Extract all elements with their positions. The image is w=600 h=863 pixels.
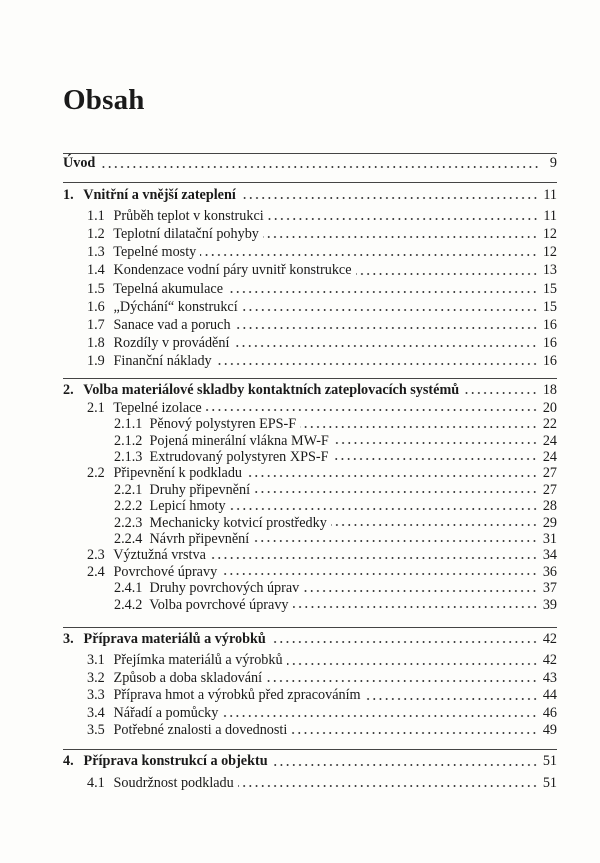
entry-number: 1.5 [87,280,105,297]
entry-page: 15 [542,298,557,315]
entry-label [87,316,235,334]
entry-label [114,449,332,465]
entry-number: 3.1 [87,652,105,669]
entry-title: Rozdíly v provádění [113,335,230,352]
dot-leader [270,641,538,643]
entry-number: 3.2 [87,669,105,686]
entry-number: 2.2.1 [114,481,143,498]
toc-entry[interactable] [63,261,557,279]
entry-title: Druhy připevnění [149,481,251,498]
dot-leader [227,291,538,293]
entry-title: Teplotní dilatační pohyby [113,225,259,242]
toc-section-chapter-4 [63,749,557,792]
toc-entry[interactable] [63,243,557,261]
toc-entry[interactable] [63,670,557,687]
entry-title: Volba povrchové úpravy [149,596,289,613]
dot-leader [240,197,539,199]
dot-leader [268,218,539,220]
entry-page: 24 [542,449,557,466]
toc-entry-intro[interactable] [63,155,557,173]
toc-entry[interactable] [63,482,557,498]
toc-entry[interactable] [63,597,557,613]
toc-entry[interactable] [63,652,557,669]
entry-label: Úvod [63,155,96,171]
entry-label [114,482,254,498]
entry-label [87,687,365,704]
dot-leader [300,426,538,428]
toc-entry[interactable] [63,400,557,416]
entry-page: 31 [542,530,557,547]
entry-number: 2.1.3 [114,449,143,466]
toc-entry[interactable] [63,580,557,596]
table-of-contents [63,153,557,792]
entry-number: 1.4 [87,262,105,279]
toc-entry[interactable] [63,298,557,316]
dot-leader [235,327,538,329]
toc-entry[interactable] [63,498,557,514]
entry-title: Vnitřní a vnější zateplení [83,186,236,203]
entry-page: 16 [542,353,557,370]
entry-label [87,225,263,243]
entry-number: 3.4 [87,704,105,721]
entry-title: Způsob a doba skladování [113,669,263,686]
entry-label [87,207,268,225]
entry-number: 2.1.1 [114,416,143,433]
entry-page: 12 [542,244,557,261]
dot-leader [200,254,538,256]
entry-title: Mechanicky kotvicí prostředky [149,514,327,531]
entry-page: 42 [542,630,557,647]
entry-title: Pěnový polystyren EPS-F [149,416,297,433]
entry-number: 2.3 [87,547,105,564]
entry-title: „Dýchání“ konstrukcí [113,298,238,315]
toc-entry-chapter[interactable] [63,382,557,398]
entry-label [114,416,300,432]
entry-page: 43 [542,669,557,686]
entry-label [114,531,253,547]
dot-leader [222,715,537,717]
entry-title: Průběh teplot v konstrukci [113,207,264,224]
dot-leader [272,764,538,766]
entry-page: 44 [542,687,557,704]
entry-label [87,261,356,279]
entry-number: 1.1 [87,207,105,224]
toc-entry[interactable] [63,433,557,449]
entry-title: Nářadí a pomůcky [113,704,219,721]
entry-label [114,498,230,514]
entry-number: 2.4 [87,563,105,580]
entry-label [114,433,333,449]
entry-page: 49 [542,721,557,738]
entry-page: 16 [542,316,557,333]
dot-leader [246,475,538,477]
dot-leader [287,663,538,665]
dot-leader [291,732,538,734]
entry-number: 3.3 [87,687,105,704]
dot-leader [221,573,538,575]
entry-page: 36 [542,563,557,580]
dot-leader [254,491,538,493]
dot-leader [293,606,538,608]
entry-label [114,597,293,613]
toc-entry-chapter[interactable] [63,631,557,648]
toc-entry-chapter[interactable] [63,753,557,770]
entry-title: Výztužná vrstva [113,547,206,564]
entry-page: 13 [542,262,557,279]
entry-number: 1.6 [87,298,105,315]
entry-number: 1.3 [87,244,105,261]
toc-entry[interactable] [63,465,557,481]
entry-number: 1.9 [87,353,105,370]
entry-page: 51 [542,774,557,791]
entry-number: 1.8 [87,335,105,352]
entry-label [87,334,233,352]
entry-label [87,280,227,298]
entry-number: 2.2.3 [114,514,143,531]
entry-title: Připevnění k podkladu [113,465,243,482]
entry-title: Sanace vad a poruch [113,316,231,333]
toc-section-chapter-3 [63,627,557,739]
entry-title: Soudržnost podkladu [113,774,234,791]
entry-number: 4. [63,753,74,770]
entry-label [87,352,216,370]
dot-leader [210,557,538,559]
entry-label [87,465,246,481]
dot-leader [333,442,538,444]
entry-label [114,580,303,596]
entry-label [87,298,242,316]
entry-label [63,753,272,770]
entry-page: 51 [542,753,557,770]
entry-label [87,400,206,416]
entry-title: Potřebné znalosti a dovednosti [113,721,288,738]
entry-title: Návrh připevnění [149,530,250,547]
toc-entry[interactable] [63,225,557,243]
entry-label [63,382,463,398]
entry-page: 22 [542,416,557,433]
entry-label [87,722,291,739]
entry-label [87,705,222,722]
toc-entry[interactable] [63,416,557,432]
entry-title: Přejímka materiálů a výrobků [113,652,283,669]
entry-label [87,564,221,580]
dot-leader [238,785,538,787]
dot-leader [216,363,538,365]
entry-page: 27 [542,465,557,482]
toc-section-chapter-2 [63,378,557,612]
entry-title: Příprava materiálů a výrobků [83,630,266,647]
dot-leader [331,524,538,526]
entry-label [87,670,266,687]
entry-title: Příprava konstrukcí a objektu [83,753,268,770]
entry-title: Lepicí hmoty [149,498,226,515]
toc-entry[interactable] [63,280,557,298]
toc-entry[interactable] [63,775,557,792]
toc-section-chapter-1 [63,182,557,371]
dot-leader [365,698,538,700]
toc-entry[interactable] [63,334,557,352]
entry-title: Povrchové úpravy [113,563,218,580]
toc-entry[interactable] [63,531,557,547]
dot-leader [242,309,538,311]
dot-leader [303,590,538,592]
dot-leader [332,458,537,460]
entry-title: Tepelná akumulace [113,280,223,297]
entry-label [87,652,287,669]
entry-page: 11 [543,186,557,203]
dot-leader [206,409,538,411]
dot-leader [356,273,538,275]
entry-page: 39 [542,596,557,613]
entry-page: 27 [542,481,557,498]
dot-leader [463,392,538,394]
toc-entry[interactable] [63,705,557,722]
entry-number: 2.2.4 [114,530,143,547]
entry-title: Volba materiálové skladby kontaktních zateplovacích systémů [83,382,460,399]
toc-entry[interactable] [63,352,557,370]
dot-leader [233,345,537,347]
entry-title: Extrudovaný polystyren XPS-F [149,449,329,466]
entry-title: Příprava hmot a výrobků před zpracováním [113,687,361,704]
toc-entry-chapter[interactable] [63,186,557,204]
entry-number: 3. [63,630,74,647]
dot-leader [253,540,538,542]
toc-entry[interactable] [63,564,557,580]
entry-number: 3.5 [87,721,105,738]
dot-leader [266,680,538,682]
entry-page: 28 [542,498,557,515]
entry-label [63,631,270,648]
entry-page: 9 [549,155,557,171]
entry-title: Druhy povrchových úprav [149,580,300,597]
entry-page: 42 [542,652,557,669]
entry-number: 1. [63,186,74,203]
entry-number: 2.4.2 [114,596,143,613]
entry-page: 46 [542,704,557,721]
entry-page: 37 [542,580,557,597]
entry-number: 2.1 [87,399,105,416]
entry-page: 18 [542,382,557,399]
entry-page: 15 [542,280,557,297]
page-title: Obsah [63,84,145,116]
dot-leader [99,166,540,168]
entry-number: 1.2 [87,225,105,242]
entry-page: 24 [542,432,557,449]
entry-number: 2.1.2 [114,432,143,449]
entry-page: 29 [542,514,557,531]
entry-page: 12 [542,225,557,242]
entry-number: 2.4.1 [114,580,143,597]
entry-title: Pojená minerální vlákna MW-F [149,432,329,449]
entry-page: 16 [542,335,557,352]
dot-leader [263,236,538,238]
entry-title: Tepelné izolace [113,399,202,416]
entry-page: 11 [543,207,557,224]
entry-label [114,515,331,531]
entry-number: 1.7 [87,316,105,333]
toc-entry[interactable] [63,687,557,704]
entry-title: Kondenzace vodní páry uvnitř konstrukce [113,262,352,279]
entry-number: 2.2 [87,465,105,482]
entry-number: 2. [63,382,74,399]
entry-page: 34 [542,547,557,564]
toc-entry[interactable] [63,316,557,334]
toc-entry[interactable] [63,547,557,563]
toc-entry[interactable] [63,515,557,531]
entry-page: 20 [542,399,557,416]
entry-title: Finanční náklady [113,353,212,370]
toc-section-intro [63,153,557,173]
entry-label [87,547,210,563]
toc-entry[interactable] [63,207,557,225]
entry-label [87,243,200,261]
dot-leader [230,508,538,510]
entry-number: 2.2.2 [114,498,143,515]
entry-label [87,775,238,792]
entry-number: 4.1 [87,774,105,791]
entry-title: Tepelné mosty [113,244,197,261]
toc-entry[interactable] [63,722,557,739]
entry-label [63,186,240,204]
toc-entry[interactable] [63,449,557,465]
